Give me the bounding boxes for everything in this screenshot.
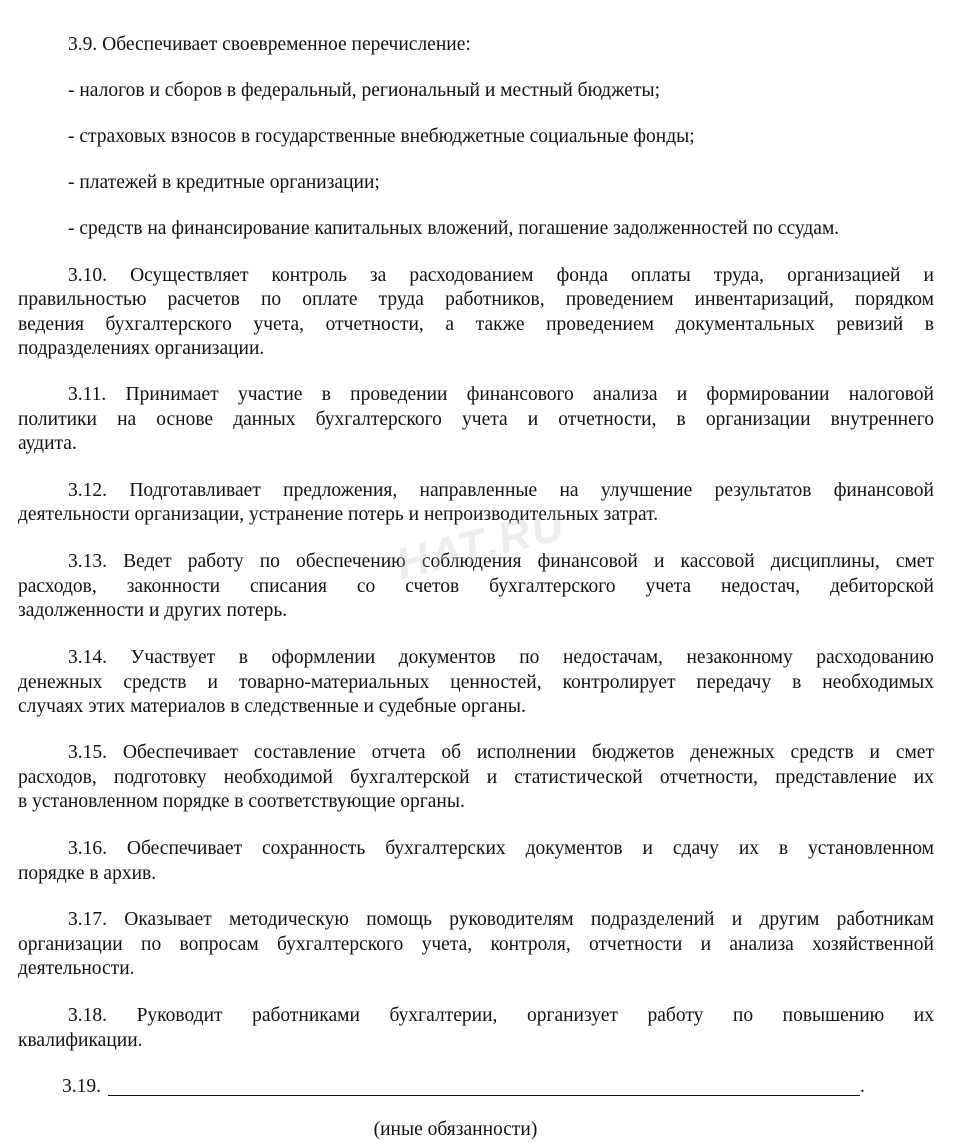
paragraph-line: в установленном порядке в соответствующие органы. [18,791,465,812]
paragraph-line: организации по вопросам бухгалтерского учета, контроля, отчетности и анализа хозяйственной [18,934,934,955]
paragraph-line: 3.17. Оказывает методическую помощь руководителям подразделений и другим работникам [68,909,934,930]
paragraph-line: 3.15. Обеспечивает составление отчета об исполнении бюджетов денежных средств и смет [68,742,934,763]
paragraph-line: расходов, подготовку необходимой бухгалтерской и статистической отчетности, представление их [18,767,934,788]
paragraph-line: 3.12. Подготавливает предложения, направленные на улучшение результатов финансовой [68,480,934,501]
section-3-19-number: 3.19. [62,1076,101,1097]
section-3-9-item: - страховых взносов в государственные внебюджетные социальные фонды; [68,126,695,147]
section-3-9-item: - средств на финансирование капитальных вложений, погашение задолженностей по ссудам. [68,218,840,239]
section-3-19-end-mark: . [860,1076,865,1097]
paragraph-line: 3.10. Осуществляет контроль за расходованием фонда оплаты труда, организацией и [68,265,934,286]
paragraph-line: подразделениях организации. [18,338,265,359]
paragraph-line: квалификации. [18,1030,143,1051]
paragraph-line: деятельности. [18,958,135,979]
watermark: НАТ.RU [391,499,571,590]
section-3-9-item: - платежей в кредитные организации; [68,172,380,193]
section-3-9-intro: 3.9. Обеспечивает своевременное перечисление: [68,34,471,55]
paragraph-line: задолженности и других потерь. [18,600,288,621]
paragraph-line: аудита. [18,433,77,454]
paragraph-line: деятельности организации, устранение потерь и непроизводительных затрат. [18,504,659,525]
paragraph-line: ведения бухгалтерского учета, отчетности, а также проведением документальных ревизий в [18,314,934,335]
paragraph-line: денежных средств и товарно-материальных ценностей, контролирует передачу в необходимых [18,672,934,693]
paragraph-line: расходов, законности списания со счетов бухгалтерского учета недостач, дебиторской [18,576,934,597]
blank-fill-line [108,1095,860,1096]
paragraph-line: политики на основе данных бухгалтерского учета и отчетности, в организации внутреннего [18,409,934,430]
paragraph-line: случаях этих материалов в следственные и судебные органы. [18,696,526,717]
paragraph-line: порядке в архив. [18,863,157,884]
paragraph-line: 3.11. Принимает участие в проведении финансового анализа и формировании налоговой [68,384,934,405]
paragraph-line: 3.13. Ведет работу по обеспечению соблюдения финансовой и кассовой дисциплины, смет [68,551,934,572]
blank-caption: (иные обязанности) [373,1118,538,1140]
paragraph-line: 3.14. Участвует в оформлении документов по недостачам, незаконному расходованию [68,647,934,668]
section-3-19-fill-row [62,1075,865,1099]
paragraph-line: 3.18. Руководит работниками бухгалтерии, организует работу по повышению их [68,1005,934,1026]
section-3-9-item: - налогов и сборов в федеральный, региональный и местный бюджеты; [68,80,660,101]
paragraph-line: 3.16. Обеспечивает сохранность бухгалтерских документов и сдачу их в установленном [68,838,934,859]
paragraph-line: правильностью расчетов по оплате труда работников, проведением инвентаризаций, порядком [18,289,934,310]
